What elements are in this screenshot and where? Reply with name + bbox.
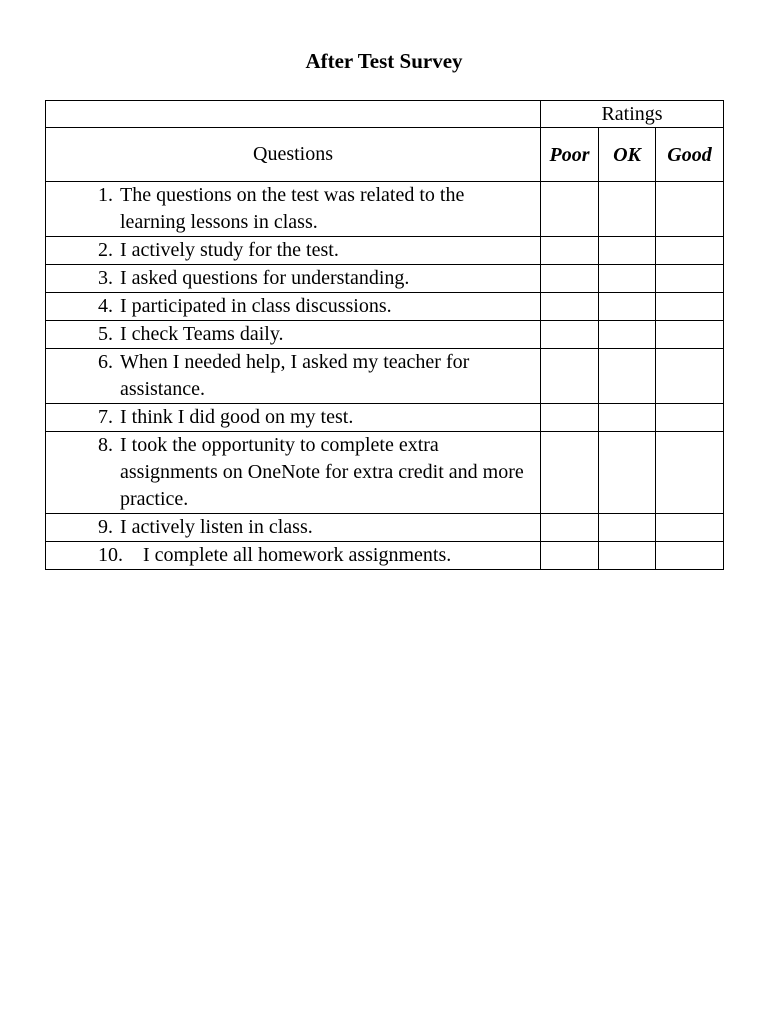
rating-cell-good[interactable] [656, 293, 724, 321]
rating-cell-good[interactable] [656, 542, 724, 570]
question-text: I think I did good on my test. [120, 406, 354, 428]
question-row [46, 293, 724, 321]
question-text: I complete all homework assignments. [143, 544, 452, 566]
rating-cell-poor[interactable] [541, 542, 599, 570]
blank-header-cell [46, 101, 541, 128]
question-row [46, 514, 724, 542]
question-cell [46, 514, 541, 542]
question-row [46, 237, 724, 265]
question-row [46, 349, 724, 404]
rating-cell-ok[interactable] [599, 293, 656, 321]
document-title: After Test Survey [305, 49, 463, 73]
ratings-header: Ratings [541, 101, 724, 128]
question-text: I actively study for the test. [120, 239, 339, 261]
rating-cell-poor[interactable] [541, 404, 599, 432]
rating-cell-ok[interactable] [599, 321, 656, 349]
rating-cell-good[interactable] [656, 265, 724, 293]
rating-cell-good[interactable] [656, 237, 724, 265]
rating-cell-good[interactable] [656, 432, 724, 514]
rating-cell-poor[interactable] [541, 432, 599, 514]
question-row [46, 182, 724, 237]
question-text: I participated in class discussions. [120, 295, 392, 317]
question-text: The questions on the test was related to the learning lessons in class. [120, 184, 465, 233]
question-cell [46, 237, 541, 265]
rating-cell-ok[interactable] [599, 265, 656, 293]
question-text: I asked questions for understanding. [120, 267, 410, 289]
question-cell [46, 293, 541, 321]
rating-cell-poor[interactable] [541, 514, 599, 542]
question-row [46, 265, 724, 293]
column-header-row [46, 128, 724, 182]
question-row [46, 404, 724, 432]
question-cell [46, 265, 541, 293]
question-number: 7. [98, 406, 113, 428]
rating-cell-poor[interactable] [541, 237, 599, 265]
questions-header: Questions [46, 128, 541, 182]
question-row [46, 542, 724, 570]
rating-cell-poor[interactable] [541, 182, 599, 237]
rating-cell-ok[interactable] [599, 404, 656, 432]
rating-cell-good[interactable] [656, 404, 724, 432]
question-text: When I needed help, I asked my teacher for assistance. [120, 351, 470, 400]
question-number: 6. [98, 351, 113, 373]
question-cell [46, 404, 541, 432]
ratings-header-row [46, 101, 724, 128]
rating-cell-poor[interactable] [541, 265, 599, 293]
question-number: 3. [98, 267, 113, 289]
question-number: 4. [98, 295, 113, 317]
rating-cell-poor[interactable] [541, 293, 599, 321]
rating-cell-ok[interactable] [599, 182, 656, 237]
rating-cell-ok[interactable] [599, 349, 656, 404]
rating-header-ok: OK [599, 128, 656, 182]
question-text: I took the opportunity to complete extra assignments on OneNote for extra credit and more practice. [120, 434, 524, 510]
rating-cell-ok[interactable] [599, 542, 656, 570]
question-number: 2. [98, 239, 113, 261]
question-number: 5. [98, 323, 113, 345]
rating-cell-good[interactable] [656, 182, 724, 237]
question-cell [46, 182, 541, 237]
rating-cell-good[interactable] [656, 514, 724, 542]
rating-header-poor: Poor [541, 128, 599, 182]
question-text: I check Teams daily. [120, 323, 284, 345]
question-cell [46, 432, 541, 514]
rating-cell-good[interactable] [656, 349, 724, 404]
question-cell [46, 321, 541, 349]
question-number: 9. [98, 516, 113, 538]
question-row [46, 321, 724, 349]
question-number: 10. [98, 544, 123, 566]
rating-cell-ok[interactable] [599, 237, 656, 265]
question-cell [46, 349, 541, 404]
rating-cell-ok[interactable] [599, 432, 656, 514]
rating-cell-good[interactable] [656, 321, 724, 349]
rating-cell-ok[interactable] [599, 514, 656, 542]
survey-table [45, 100, 724, 570]
question-text: I actively listen in class. [120, 516, 313, 538]
rating-header-good: Good [656, 128, 724, 182]
question-cell [46, 542, 541, 570]
question-number: 1. [98, 184, 113, 206]
rating-cell-poor[interactable] [541, 349, 599, 404]
question-row [46, 432, 724, 514]
rating-cell-poor[interactable] [541, 321, 599, 349]
question-number: 8. [98, 434, 113, 456]
